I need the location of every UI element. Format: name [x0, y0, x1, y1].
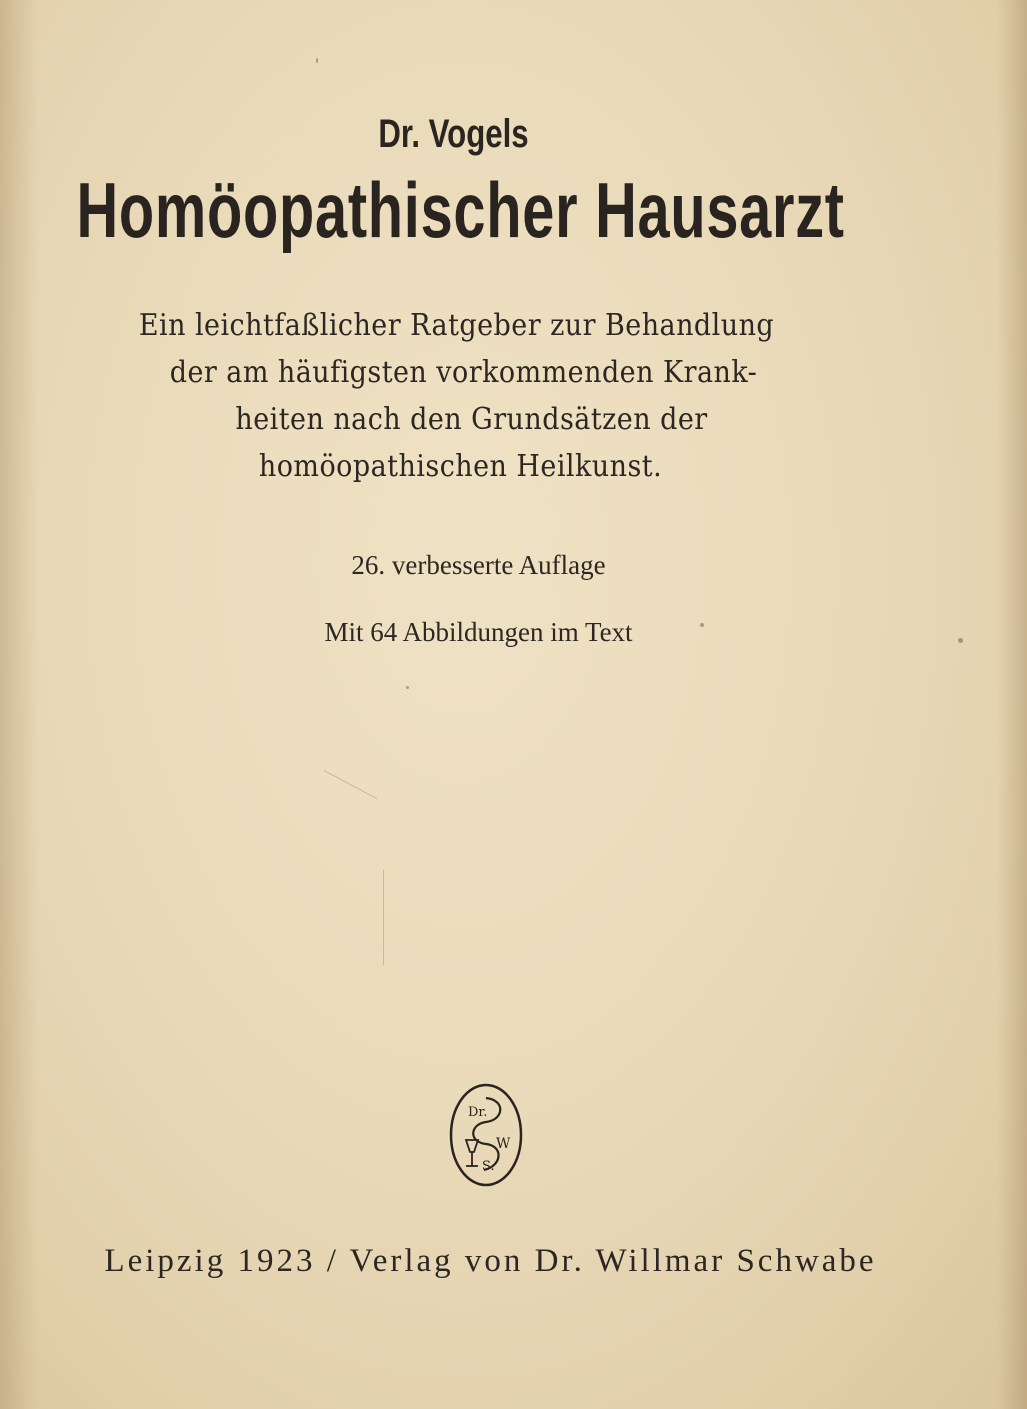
monogram-s: S. [482, 1159, 495, 1174]
paper-speck [316, 58, 318, 63]
subtitle-line-2: der am häufigsten vorkommenden Krank- [169, 355, 758, 390]
author-name: Dr. Vogels [378, 112, 529, 156]
monogram-w: W [496, 1136, 511, 1152]
edition-note: 26. verbesserte Auflage [351, 550, 606, 580]
paper-crease [383, 870, 384, 965]
subtitle-line-1: Ein leichtfaßlicher Ratgeber zur Behandlung [138, 308, 775, 343]
monogram-dr: Dr. [468, 1105, 488, 1120]
publisher-imprint: Leipzig 1923 / Verlag von Dr. Willmar Schwabe [104, 1243, 877, 1279]
paper-crease [324, 770, 377, 799]
publisher-monogram-seal-icon [446, 1080, 526, 1190]
illustrations-note: Mit 64 Abbildungen im Text [324, 617, 633, 647]
subtitle-line-4: homöopathischen Heilkunst. [258, 449, 663, 484]
paper-speck [406, 686, 409, 689]
subtitle-line-3: heiten nach den Grundsätzen der [235, 402, 708, 437]
paper-speck [700, 623, 704, 627]
book-title: Homöopathischer Hausarzt [76, 166, 845, 254]
paper-speck [958, 638, 963, 643]
